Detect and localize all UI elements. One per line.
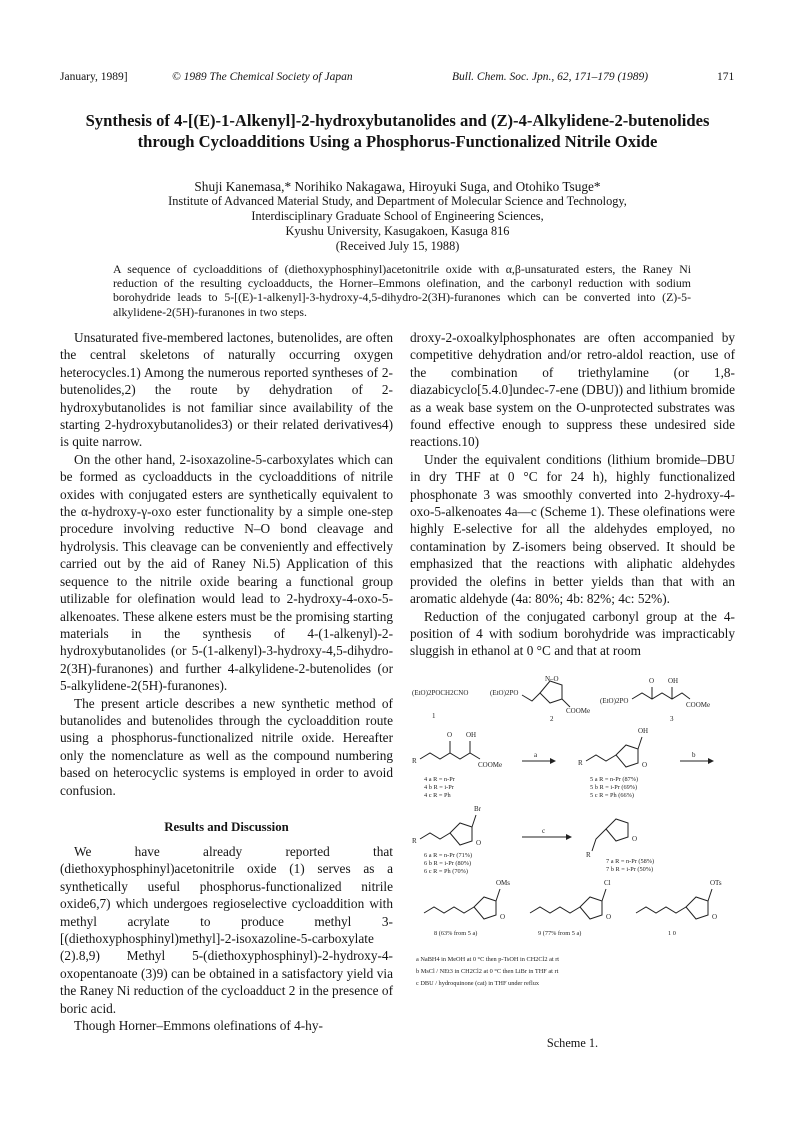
- r-label-5: R: [578, 759, 583, 767]
- paragraph: We have already reported that (diethoxyphosphinyl)acetonitrile oxide (1) serves as a synthetically useful phosphorus-functionalized nitrile oxide6,7) which undergoes regioselective cycloaddition with methyl acrylate to produce methyl 3-[(diethoxyphosphinyl)methyl]-2-isoxazoline-5-carboxylate (2).8,9) Methyl 5-(diethoxyphosphinyl)-2-hydroxy-4-oxopentanoate (3)9) can be obtained in a satisfactory yield via the Raney Ni reduction of the cycloadduct 2 in the presence of boric acid.: [60, 844, 393, 1016]
- lactone-ring-8: [474, 897, 496, 919]
- oxo-label-4: O: [447, 731, 453, 739]
- paragraph: The present article describes a new synthetic method of butanolides and butenolides through the cycloaddition route using a phosphorus-functionalized nitrile oxide. Hereafter only the nomenclature as well as the compound numbering based on heterocyclic systems is employed in order to avoid confusion.: [60, 695, 393, 798]
- compound-label-2: 2: [550, 715, 554, 723]
- arrowhead: [566, 834, 572, 840]
- list-5-c: 5 c R = Ph (66%): [590, 792, 634, 799]
- paragraph: Reduction of the conjugated carbonyl group at the 4-position of 4 with sodium borohydride was impracticably sluggish in ethanol at 0 °C and that at room: [410, 608, 735, 659]
- paragraph: Under the equivalent conditions (lithium bromide–DBU in dry THF at 0 °C for 24 h), highly functionalized phosphonate 3 was smoothly converted into 2-hydroxy-4-oxo-5-alkenoates 4a—c (Scheme 1). These olefinations were highly E-selective for all the aldehydes employed, no contamination by Z-isomers being observed. It should be emphasized that the reactions with aliphatic aldehydes provided the olefins in better yields than that with an aromatic aldehyde (4a: 80%; 4b: 82%; 4c: 52%).: [410, 451, 735, 607]
- arrowhead: [550, 758, 556, 764]
- paragraph: Unsaturated five-membered lactones, butenolides, are often the central skeletons of naturally occurring oxygen heterocycles.1) Among the numerous reported syntheses of 2-butenolides,2) the route by dehydration of 2-hydroxybutanolides is not familiar since availability of the starting 2-hydroxybutanolides3) or their related derivatives4) is quite narrow.: [60, 330, 393, 450]
- list-6-c: 6 c R = Ph (70%): [424, 868, 468, 875]
- list-6-a: 6 a R = n-Pr (71%): [424, 852, 473, 859]
- lactone-ring-6: [450, 823, 472, 845]
- header-journal: Bull. Chem. Soc. Jpn., 62, 171–179 (1989): [452, 71, 649, 83]
- article-title: Synthesis of 4-[(E)-1-Alkenyl]-2-hydroxybutanolides and (Z)-4-Alkylidene-2-butenolides through Cycloadditions Using a Phosphorus-Functionalized Nitrile Oxide: [85, 111, 710, 151]
- chain-8: [424, 907, 474, 913]
- butenolide-ring-7: [606, 819, 628, 841]
- formula-3: (EtO)2PO: [600, 697, 629, 705]
- author-list: Shuji Kanemasa,* Norihiko Nakagawa, Hiroyuki Suga, and Otohiko Tsuge*: [194, 179, 601, 194]
- br-label-6: Br: [474, 805, 481, 813]
- list-5-a: 5 a R = n-Pr (87%): [590, 776, 639, 783]
- carbonyl-o-label-10: O: [712, 913, 718, 921]
- compound-label-1: 1: [432, 712, 436, 720]
- r-label-4: R: [412, 757, 417, 765]
- carbonyl-o-label-8: O: [500, 913, 506, 921]
- arrow-label-b: b: [692, 751, 696, 759]
- affiliation-line: Interdisciplinary Graduate School of Engineering Sciences,: [251, 209, 544, 223]
- list-5-b: 5 b R = i-Pr (69%): [590, 784, 638, 791]
- header-date: January, 1989]: [60, 71, 128, 83]
- arrow-label-c: c: [542, 827, 546, 835]
- carbonyl-o-label-5: O: [642, 761, 648, 769]
- ester-label-2: COOMe: [566, 707, 591, 715]
- chain-4: [420, 753, 480, 759]
- abstract: A sequence of cycloadditions of (diethoxyphosphinyl)acetonitrile oxide with α,β-unsaturated esters, the Raney Ni reduction of the resulting cycloadducts, the Horner–Emmons olefination, and the carbonyl reduction with sodium borohydride leads to 5-[(E)-1-alkenyl]-3-hydroxy-4,5-dihydro-2(3H)-furanones which can be converted into (Z)-5-alkylidene-2(5H)-furanones in two steps.: [113, 262, 691, 319]
- formula-1: (EtO)2POCH2CNO: [412, 689, 469, 697]
- paragraph: On the other hand, 2-isoxazoline-5-carboxylates which can be formed as cycloadducts in the cycloadditions of nitrile oxides with conjugated esters are synthetically equivalent to the α-hydroxy-γ-oxo ester functionality by a simple one-step procedure involving reductive N–O bond cleavage and hydrolysis. This cleavage can be conveniently and effectively carried out by the aid of Raney Ni.5) Application of this sequence to the nitrile oxide bearing a functional group utilizable for olefination would lead to 2-hydroxy-4-oxo-5-alkenoates. These alkene esters must be the promising starting materials in the synthesis of 4-(1-alkenyl)-2-hydroxybutanolides (or 5-(1-alkenyl)-3-hydroxy-4,5-dihydro-2(3H)-furanones) and further 4-alkylidene-2-butenolides (or 5-alkylidene-2(5H)-furanones).: [60, 451, 393, 694]
- bond: [602, 889, 606, 901]
- ring-label-no: N–O: [545, 675, 559, 683]
- left-column-results: [60, 843, 393, 1034]
- oxo-label-3: O: [649, 677, 655, 685]
- bond: [472, 815, 476, 827]
- header-page-number: 171: [717, 71, 735, 83]
- compound-label-10: 1 0: [668, 930, 676, 937]
- list-6-b: 6 b R = i-Pr (80%): [424, 860, 472, 867]
- paragraph: Though Horner–Emmons olefinations of 4-hy-: [74, 1018, 323, 1034]
- isoxazoline-ring: [540, 681, 562, 703]
- lactone-ring-9: [580, 897, 602, 919]
- ots-label-10: OTs: [710, 879, 722, 887]
- right-column-text: [410, 329, 735, 660]
- section-heading: Results and Discussion: [164, 820, 289, 834]
- received-date: (Received July 15, 1988): [335, 239, 460, 253]
- oh-label-5: OH: [638, 727, 649, 735]
- arrow-label-a: a: [534, 751, 538, 759]
- compound-label-9: 9 (77% from 5 a): [538, 930, 582, 937]
- header-copyright: © 1989 The Chemical Society of Japan: [172, 71, 353, 83]
- oh-label-3: OH: [668, 677, 679, 685]
- bond: [562, 699, 570, 707]
- list-4-b: 4 b R = i-Pr: [424, 784, 454, 791]
- oms-label-8: OMs: [496, 879, 511, 887]
- ester-label-4: COOMe: [478, 761, 503, 769]
- chain-6: [420, 833, 450, 839]
- r-label-7: R: [586, 851, 591, 859]
- lactone-ring-5: [616, 745, 638, 767]
- condition-c: c DBU / hydroquinone (cat) in THF under reflux: [416, 980, 539, 987]
- bond: [496, 889, 500, 901]
- oh-label-4: OH: [466, 731, 477, 739]
- chain-5: [586, 755, 616, 761]
- carbonyl-o-label-7: O: [632, 835, 638, 843]
- cl-label-9: Cl: [604, 879, 611, 887]
- condition-a: a NaBH4 in MeOH at 0 °C then p-TsOH in CH2Cl2 at rt: [416, 956, 560, 963]
- chain-3: [632, 693, 690, 699]
- chain-7: [592, 829, 606, 851]
- r-label-6: R: [412, 837, 417, 845]
- list-7-b: 7 b R = i-Pr (50%): [606, 866, 654, 873]
- compound-label-3: 3: [670, 715, 674, 723]
- lactone-ring-10: [686, 897, 708, 919]
- bond: [522, 693, 540, 701]
- carbonyl-o-label-9: O: [606, 913, 612, 921]
- scheme-caption: Scheme 1.: [546, 1036, 599, 1050]
- formula-2: (EtO)2PO: [490, 689, 519, 697]
- carbonyl-o-label-6: O: [476, 839, 482, 847]
- paragraph: droxy-2-oxoalkylphosphonates are often accompanied by competitive dehydration and/or retro-aldol reaction, use of the combination of triethylamine (or 1,8-diazabicyclo[5.4.0]undec-7-ene (DBU)) and lithium bromide as a weak base system on the O-unprotected substrates was found effective enough to suppress these undesired side reactions.10): [410, 330, 735, 450]
- affiliation: [60, 194, 735, 254]
- bond: [708, 889, 712, 901]
- affiliation-line: Institute of Advanced Material Study, and Department of Molecular Science and Technology,: [168, 194, 627, 208]
- condition-b: b MsCl / NEt3 in CH2Cl2 at 0 °C then LiBr in THF at rt: [416, 968, 559, 975]
- arrowhead: [708, 758, 714, 764]
- chain-9: [530, 907, 580, 913]
- left-column-intro: [60, 329, 393, 799]
- list-4-c: 4 c R = Ph: [424, 792, 451, 799]
- compound-label-8: 8 (63% from 5 a): [434, 930, 478, 937]
- bond: [638, 737, 642, 749]
- ester-label-3: COOMe: [686, 701, 711, 709]
- affiliation-line: Kyushu University, Kasugakoen, Kasuga 816: [285, 224, 510, 238]
- list-4-a: 4 a R = n-Pr: [424, 776, 455, 783]
- scheme-1-figure: [410, 673, 745, 1033]
- chain-10: [636, 907, 686, 913]
- list-7-a: 7 a R = n-Pr (58%): [606, 858, 655, 865]
